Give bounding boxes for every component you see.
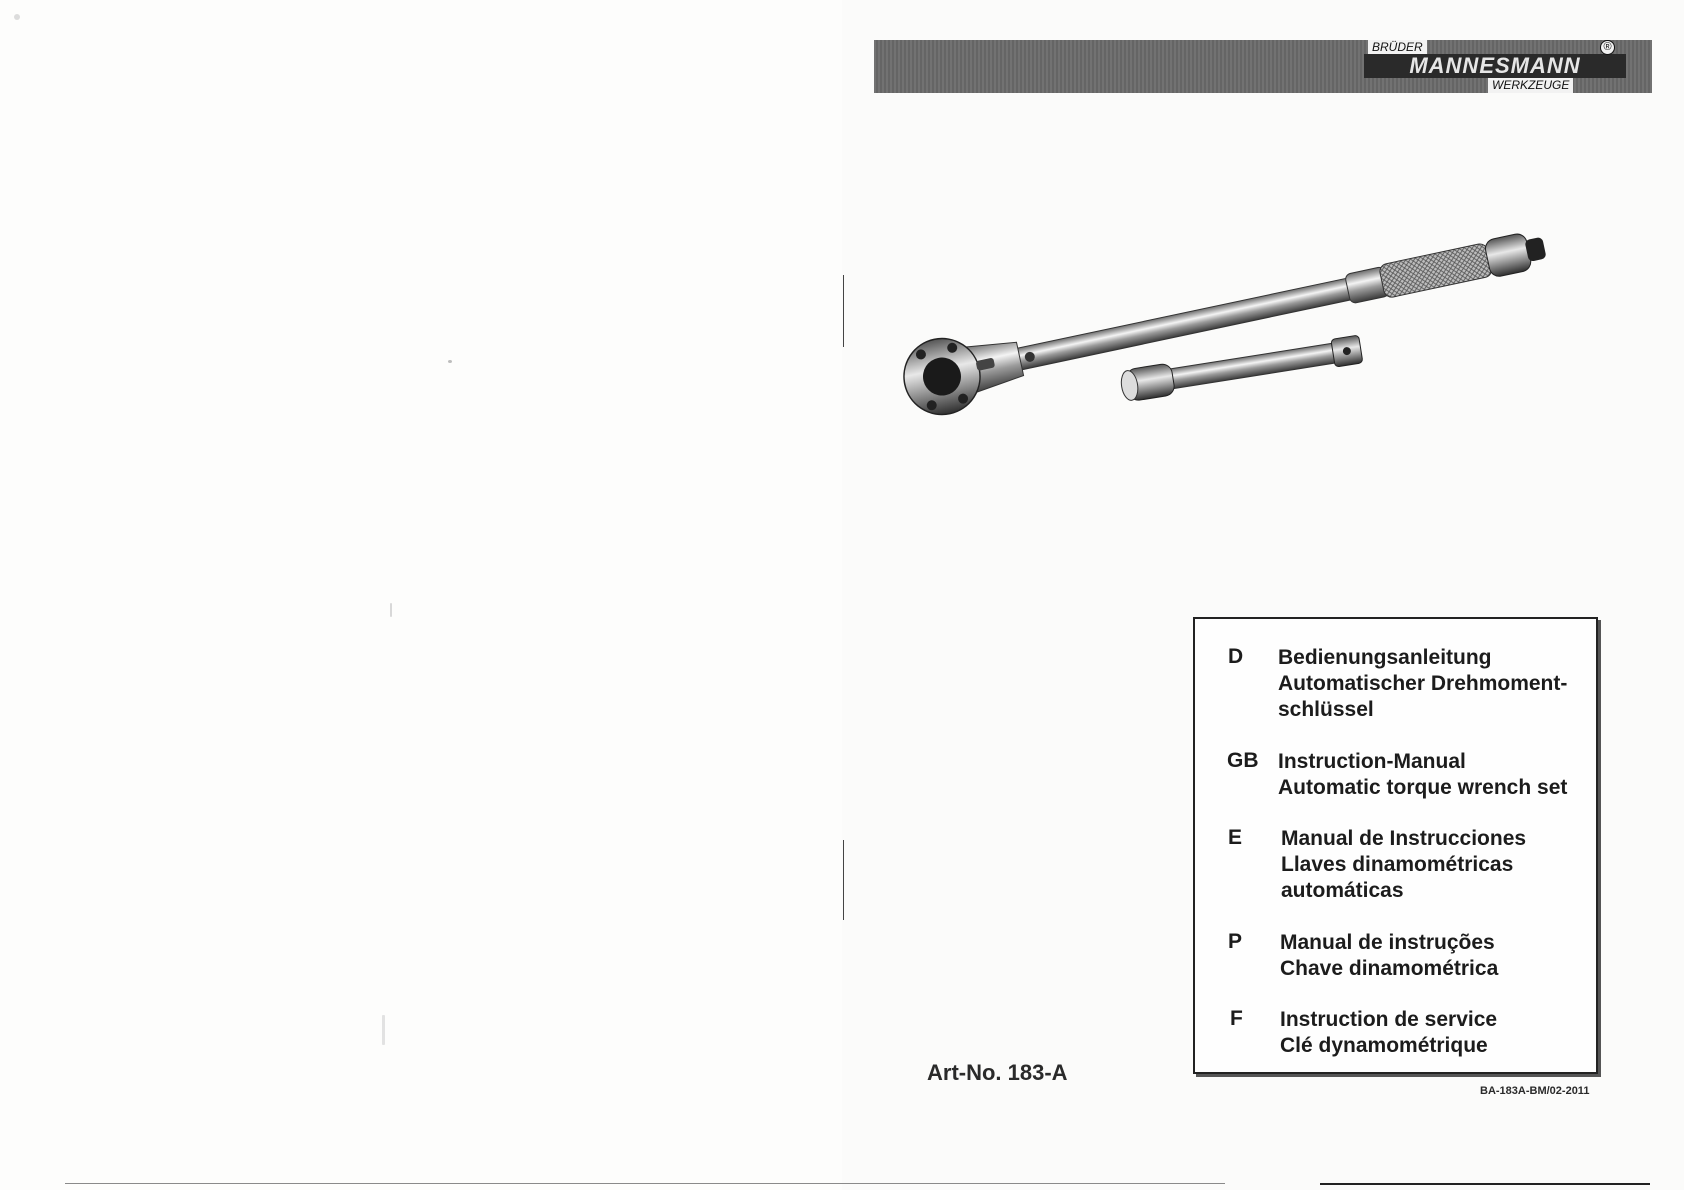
page-bottom-line	[65, 1183, 1225, 1184]
language-title	[1278, 749, 1596, 801]
title-line: Instruction-Manual	[1278, 750, 1466, 773]
language-title	[1278, 645, 1596, 723]
language-title	[1280, 930, 1598, 982]
scan-speck	[14, 14, 20, 20]
brand-name: MANNESMANN	[1364, 54, 1626, 78]
language-code: P	[1228, 930, 1243, 953]
language-title-box	[1193, 617, 1598, 1074]
scan-speck	[382, 1015, 385, 1045]
fold-mark	[843, 275, 844, 347]
registered-mark: ®	[1600, 40, 1615, 55]
language-code: D	[1228, 645, 1244, 668]
title-line: schlüssel	[1278, 698, 1374, 721]
fold-mark	[843, 840, 844, 920]
brand-top-text: BRÜDER	[1368, 40, 1427, 55]
language-code: GB	[1227, 749, 1259, 772]
title-line: Automatischer Drehmoment-	[1278, 672, 1568, 695]
scan-speck	[390, 603, 392, 617]
page-bottom-line	[1320, 1183, 1650, 1185]
document-code: BA-183A-BM/02-2011	[1480, 1085, 1590, 1097]
article-number: Art-No. 183-A	[927, 1060, 1068, 1085]
title-line: Clé dynamométrique	[1280, 1034, 1488, 1057]
title-line: Llaves dinamométricas	[1281, 853, 1514, 876]
extension-bar-icon	[1119, 333, 1363, 402]
brand-bottom-text: WERKZEUGE	[1488, 78, 1573, 93]
title-line: Chave dinamométrica	[1280, 957, 1499, 980]
brand-logo	[1362, 40, 1632, 93]
torque-wrench-icon	[897, 211, 1553, 421]
title-line: Manual de Instrucciones	[1281, 827, 1527, 850]
title-line: Automatic torque wrench set	[1278, 776, 1568, 799]
language-title	[1280, 1007, 1598, 1059]
title-line: Bedienungsanleitung	[1278, 646, 1492, 669]
title-line: Instruction de service	[1280, 1008, 1498, 1031]
language-code: F	[1230, 1007, 1243, 1030]
title-line: Manual de instruções	[1280, 931, 1495, 954]
language-code: E	[1228, 826, 1243, 849]
scan-speck	[448, 360, 452, 363]
product-illustration	[895, 180, 1615, 440]
language-title	[1281, 826, 1599, 904]
title-line: automáticas	[1281, 879, 1404, 902]
